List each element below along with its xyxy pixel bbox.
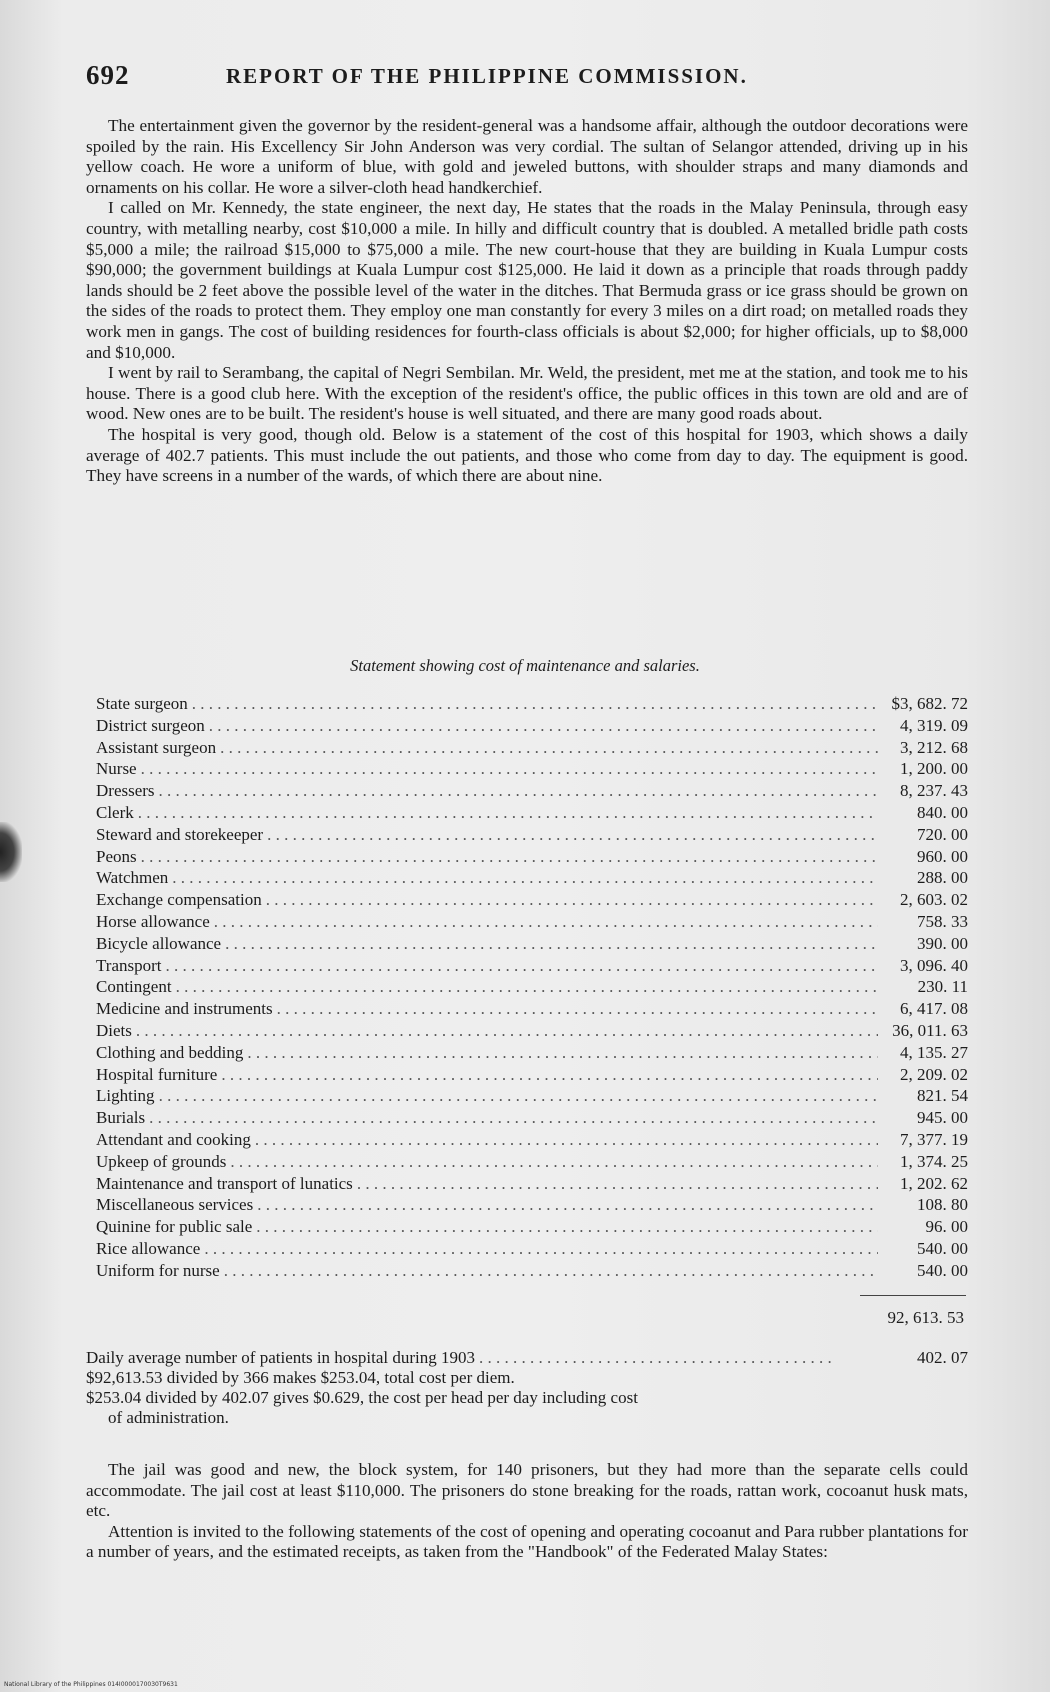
row-item: Rice allowance <box>96 1238 201 1258</box>
table-row <box>96 911 968 933</box>
row-item: Medicine and instruments <box>96 999 273 1019</box>
leader-dots <box>137 846 878 868</box>
row-amount: 945. 00 <box>917 1108 968 1128</box>
row-amount: 36, 011. 63 <box>892 1020 968 1040</box>
table-row <box>96 1107 968 1129</box>
table-row <box>96 867 968 889</box>
row-amount: 540. 00 <box>917 1238 968 1258</box>
table-row <box>96 1064 968 1086</box>
leader-dots <box>162 955 879 977</box>
leader-dots <box>252 1216 878 1238</box>
table-row <box>96 1260 968 1282</box>
leader-dots <box>210 911 878 933</box>
row-item: District surgeon <box>96 715 205 735</box>
row-item: Uniform for nurse <box>96 1260 220 1280</box>
row-item: Nurse <box>96 759 137 779</box>
row-item: Upkeep of grounds <box>96 1151 227 1171</box>
daily-average-value: 402. 07 <box>917 1348 968 1367</box>
table-row <box>96 802 968 824</box>
table-row <box>96 1151 968 1173</box>
row-amount: 8, 237. 43 <box>900 781 968 801</box>
leader-dots <box>353 1173 878 1195</box>
row-amount: 6, 417. 08 <box>900 999 968 1019</box>
paragraph: The hospital is very good, though old. Below is a statement of the cost of this hospital for 1903, which shows a daily average of 402.7 patients. This must include the out patients, and those who come from day to day. The equipment is good. They have screens in a number of the wards, of which there are about nine. <box>86 424 968 486</box>
row-item: Assistant surgeon <box>96 737 217 757</box>
row-item: Peons <box>96 846 137 866</box>
row-item: Dressers <box>96 781 155 801</box>
table-row <box>96 715 968 737</box>
leader-dots <box>263 824 878 846</box>
daily-average-label: Daily average number of patients in hospital during 1903 <box>86 1348 476 1367</box>
row-amount: 390. 00 <box>917 933 968 953</box>
row-amount: 3, 096. 40 <box>900 955 968 975</box>
table-row <box>96 933 968 955</box>
leader-dots <box>172 976 878 998</box>
row-amount: 821. 54 <box>917 1086 968 1106</box>
leader-dots <box>200 1238 878 1260</box>
leader-dots <box>137 758 878 780</box>
row-item: Maintenance and transport of lunatics <box>96 1173 353 1193</box>
row-amount: 1, 200. 00 <box>900 759 968 779</box>
table-row <box>96 780 968 802</box>
row-item: Attendant and cooking <box>96 1129 251 1149</box>
row-amount: 960. 00 <box>917 846 968 866</box>
library-stamp: National Library of the Philippines 014I0000170030T9631 <box>4 1681 178 1688</box>
paragraph: The entertainment given the governor by the resident-general was a handsome affair, although the outdoor decorations were spoiled by the rain. His Excellency Sir John Anderson was very cordial. The sultan of Selangor attended, driving up in his yellow coach. He wore a uniform of blue, with gold and jeweled buttons, with shoulder straps and many diamonds and ornaments on his collar. He wore a silver-cloth head handkerchief. <box>86 116 968 197</box>
row-item: Watchmen <box>96 868 169 888</box>
leader-dots <box>251 1129 878 1151</box>
calc-line: $253.04 divided by 402.07 gives $0.629, the cost per head per day including cost <box>86 1388 638 1407</box>
leader-dots <box>217 1064 878 1086</box>
row-amount: 230. 11 <box>917 977 968 997</box>
leader-dots <box>226 1151 878 1173</box>
leader-dots <box>475 1348 878 1368</box>
row-amount: 720. 00 <box>917 824 968 844</box>
row-item: State surgeon <box>96 694 188 713</box>
leader-dots <box>243 1042 878 1064</box>
row-item: Horse allowance <box>96 911 210 931</box>
cost-table <box>96 693 968 1282</box>
row-amount: 7, 377. 19 <box>900 1129 968 1149</box>
row-item: Hospital furniture <box>96 1064 218 1084</box>
table-row <box>96 1042 968 1064</box>
row-amount: 108. 80 <box>917 1195 968 1215</box>
leader-dots <box>188 693 878 715</box>
row-item: Diets <box>96 1020 132 1040</box>
table-row <box>96 1173 968 1195</box>
table-row <box>96 824 968 846</box>
page-header <box>86 60 968 100</box>
table-row <box>96 1216 968 1238</box>
page-number: 692 <box>86 60 130 90</box>
table-caption: Statement showing cost of maintenance and salaries. <box>350 656 700 675</box>
calc-line: of administration. <box>108 1408 229 1427</box>
row-item: Clerk <box>96 802 134 822</box>
table-row <box>96 889 968 911</box>
paragraph: I went by rail to Serambang, the capital of Negri Sembilan. Mr. Weld, the president, met me at the station, and took me to his house. There is a good club here. With the exception of the resident's office, the public offices in this town are old and are of wood. New ones are to be built. The resident's house is well situated, and there are many good roads about. <box>86 363 968 424</box>
body-text <box>86 116 968 487</box>
row-amount: 1, 202. 62 <box>900 1173 968 1193</box>
leader-dots <box>155 780 878 802</box>
leader-dots <box>221 933 878 955</box>
leader-dots <box>134 802 878 824</box>
leader-dots <box>262 889 878 911</box>
row-amount: 758. 33 <box>917 911 968 931</box>
row-item: Steward and storekeeper <box>96 824 264 844</box>
row-item: Bicycle allowance <box>96 933 222 953</box>
table-row <box>96 1238 968 1260</box>
row-amount: 96. 00 <box>925 1217 968 1237</box>
row-item: Burials <box>96 1108 146 1128</box>
leader-dots <box>273 998 878 1020</box>
table-row <box>96 955 968 977</box>
row-amount: 540. 00 <box>917 1260 968 1280</box>
table-row <box>96 998 968 1020</box>
row-item: Contingent <box>96 977 172 997</box>
binding-shadow <box>0 822 22 882</box>
paragraph: I called on Mr. Kennedy, the state engineer, the next day, He states that the roads in the Malay Peninsula, through easy country, with metalling nearby, cost $10,000 a mile. In hilly and difficult country that is doubled. A metalled bridle path costs $5,000 a mile; the railroad $15,000 to $75,000 a mile. The new court-house that they are building in Kuala Lumpur costs $90,000; the government buildings at Kuala Lumpur cost $125,000. He laid it down as a principle that roads through paddy lands should be 2 feet above the possible level of the water in the ditches. That Bermuda grass or ice grass should be grown on the sides of the roads to protect them. They employ one man constantly for every 3 miles on a dirt road; on metalled roads they work men in gangs. The cost of building residences for fourth-class officials is about $2,000; for higher officials, up to $8,000 and $10,000. <box>86 198 968 362</box>
table-row <box>96 758 968 780</box>
leader-dots <box>145 1107 878 1129</box>
row-item: Exchange compensation <box>96 890 262 910</box>
calculation-notes <box>86 1348 968 1428</box>
table-row <box>96 1020 968 1042</box>
table-total: 92, 613. 53 <box>887 1308 964 1327</box>
row-amount: 4, 319. 09 <box>900 715 968 735</box>
row-item: Miscellaneous services <box>96 1195 254 1215</box>
table-row <box>96 976 968 998</box>
row-item: Transport <box>96 955 162 975</box>
leader-dots <box>216 737 878 759</box>
table-row <box>96 1129 968 1151</box>
running-head: REPORT OF THE PHILIPPINE COMMISSION. <box>226 64 748 88</box>
row-item: Quinine for public sale <box>96 1217 253 1237</box>
leader-dots <box>205 715 878 737</box>
total-rule <box>860 1295 966 1296</box>
paragraph: The jail was good and new, the block system, for 140 prisoners, but they had more than the separate cells could accommodate. The jail cost at least $110,000. The prisoners do stone breaking for the roads, rattan work, cocoanut husk mats, etc. <box>86 1460 968 1521</box>
row-amount: 2, 209. 02 <box>900 1064 968 1084</box>
table-row <box>96 1085 968 1107</box>
closing-text <box>86 1460 968 1563</box>
row-item: Clothing and bedding <box>96 1042 244 1062</box>
table-row <box>96 1194 968 1216</box>
table-row <box>96 846 968 868</box>
row-item: Lighting <box>96 1086 155 1106</box>
leader-dots <box>155 1085 878 1107</box>
table-row <box>96 737 968 759</box>
leader-dots <box>132 1020 878 1042</box>
row-amount: 4, 135. 27 <box>900 1042 968 1062</box>
row-amount: 2, 603. 02 <box>900 890 968 910</box>
calc-line: $92,613.53 divided by 366 makes $253.04, total cost per diem. <box>86 1368 515 1387</box>
row-amount: 3, 212. 68 <box>900 737 968 757</box>
paragraph: Attention is invited to the following statements of the cost of opening and operating cocoanut and Para rubber plantations for a number of years, and the estimated receipts, as taken from the "Handbook" of the Federated Malay States: <box>86 1521 968 1562</box>
row-amount: $3, 682. 72 <box>891 694 968 713</box>
leader-dots <box>253 1194 878 1216</box>
table-row <box>96 693 968 715</box>
leader-dots <box>220 1260 878 1282</box>
row-amount: 1, 374. 25 <box>900 1151 968 1171</box>
leader-dots <box>168 867 878 889</box>
daily-average-line <box>86 1348 968 1368</box>
row-amount: 840. 00 <box>917 802 968 822</box>
row-amount: 288. 00 <box>917 868 968 888</box>
